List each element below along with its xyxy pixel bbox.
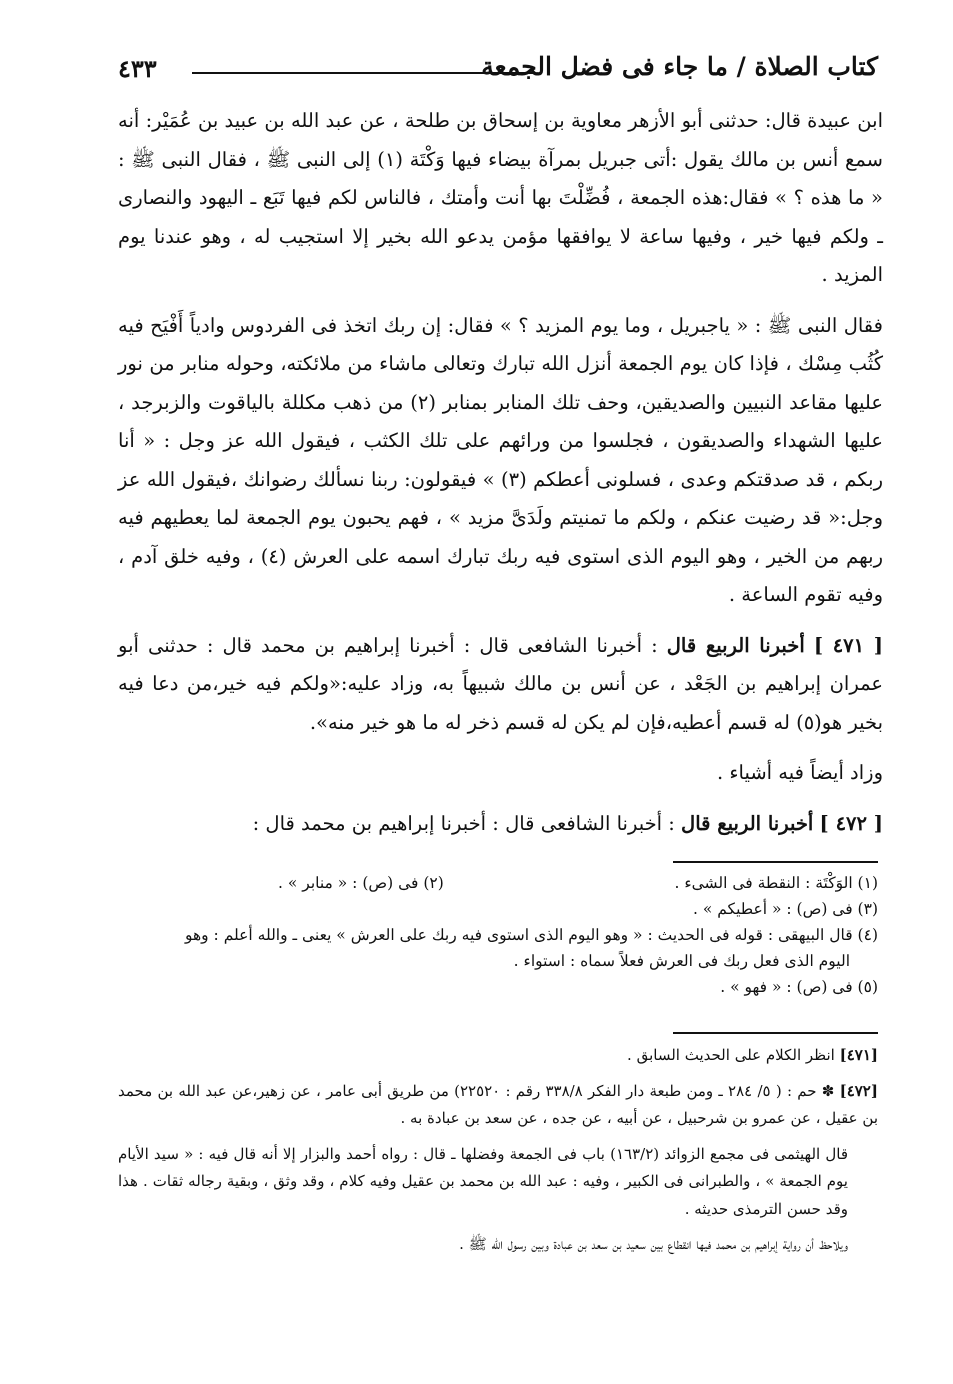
takhrij-471	[118, 1042, 878, 1070]
main-text	[118, 102, 883, 855]
takhrij-separator	[673, 1032, 878, 1034]
footnotes	[118, 870, 878, 1000]
paragraph-hadith-470-continued: ابن عبيدة قال: حدثنى أبو الأزهر معاوية بن إسحاق بن طلحة ، عن عبد الله بن عبيد بن عُمَيْر: أنه سمع أنس بن مالك يقول :أتى جبريل بمرآة بيضاء فيها وَكْتَة (١) إلى النبى ﷺ ، فقال النبى ﷺ : « ما هذه ؟ » فقال:هذه الجمعة ، فُضِّلْتَ بها أنت وأمتك ، فالناس لكم فيها تَبَع ـ اليهود والنصارى ـ ولكم فيها خير ، وفيها ساعة لا يوافقها مؤمن يدعو الله بخير إلا استجيب له ، وهو عندنا يوم المزيد .	[118, 109, 884, 286]
footnote-5: (٥) فى (ص) : « فهو » .	[720, 978, 878, 996]
hadith-intro-471: أخبرنا الربيع قال	[666, 633, 805, 657]
page-header	[118, 52, 878, 92]
takhrij-number-472: [٤٧٢]	[839, 1081, 878, 1100]
paragraph-addition: وزاد أيضاً فيه أشياء .	[716, 761, 883, 784]
takhrij-text-471: انظر الكلام على الحديث السابق .	[627, 1046, 835, 1064]
hadith-text-471: : أخبرنا الشافعى قال : أخبرنا إبراهيم بن محمد قال : حدثنى أبو عمران إبراهيم بن الجَعْد ، عن أنس بن مالك شبيهاً به، وزاد عليه:«ولكم فيه خير،من دعا فيه بخير هو(٥) له قسم أعطيه،فإن لم يكن له قسم ذخر له ما هو خير منه».	[118, 633, 883, 734]
paragraph-hadith-470-end: فقال النبى ﷺ : « ياجبريل ، وما يوم المزيد ؟ » فقال: إن ربك اتخذ فى الفردوس وادياً أَفْيَح فيه كُثُب مِسْك ، فإذا كان يوم الجمعة أنزل الله تبارك وتعالى ماشاء من ملائكته، وحوله منابر من نور عليها مقاعد النبيين والصديقين، وحف تلك المنابر بمنابر (٢) من ذهب مكللة بالياقوت والزبرجد ، عليها الشهداء والصديقون ، فجلسوا من ورائهم على تلك الكثب ، فيقول الله عز وجل : « أنا ربكم ، قد صدقتكم وعدى ، فسلونى أعطكم (٣) » فيقولون: ربنا نسألك رضوانك ،فيقول الله عز وجل:« قد رضيت عنكم ، ولكم ما تمنيتم ولَدَىَّ مزيد » ، فهم يحبون يوم الجمعة لما يعطيهم فيه ربهم من الخير ، وهو اليوم الذى استوى فيه ربك تبارك اسمه على العرش (٤) ، وفيه خلق آدم ، وفيه تقوم الساعة .	[118, 313, 883, 606]
footnote-row-1	[118, 870, 878, 896]
footnote-4: (٤) قال البيهقى : قوله فى الحديث : « وهو اليوم الذى استوى فيه ربك على العرش » يعنى ـ والله أعلم : وهو	[184, 926, 878, 944]
takhrij-notes	[118, 1042, 878, 1267]
hadith-text-472: : أخبرنا الشافعى قال : أخبرنا إبراهيم بن محمد قال :	[252, 811, 675, 835]
header-rule	[192, 72, 533, 74]
takhrij-text-472: ✽ حم : ( ٥/ ٢٨٤ ـ ومن طبعة دار الفكر ٣٣٨/٨ رقم : ٢٢٥٢٠) من طريق أبى عامر ، عن زهير،عن عبد الله بن محمد بن عقيل ، عن عمرو بن شرحبيل ، عن أبيه ، عن جده ، عن سعد بن عبادة به .	[118, 1081, 878, 1127]
paragraph-hadith-472	[118, 805, 883, 844]
takhrij-number-471: [٤٧١]	[839, 1046, 878, 1064]
takhrij-472	[118, 1078, 878, 1133]
footnote-2: (٢) فى (ص) : « منابر » .	[278, 874, 444, 892]
takhrij-haythami: قال الهيثمى فى مجمع الزوائد (١٦٣/٢) باب فى الجمعة وفضلها ـ قال : رواه أحمد والبزار إلا أنه قال فيه : « سيد الأيام يوم الجمعة » ، والطبرانى فى الكبير ، وفيه : عبد الله بن محمد بن عقيل وفيه كلام ، وقد وثق ، وبقية رجاله ثقات . هذا وقد حسن الترمذى حديثه .	[118, 1144, 849, 1218]
hadith-number-472: [ ٤٧٢ ]	[819, 811, 883, 835]
paragraph-hadith-471	[118, 627, 883, 743]
footnote-separator	[673, 861, 878, 863]
hadith-number-471: [ ٤٧١ ]	[813, 633, 883, 657]
takhrij-note: ويلاحظ أن رواية إبراهيم بن محمد فيها انقطاع بين سعيد بن سعد بن عبادة وبين رسول الله ﷺ .	[459, 1235, 848, 1253]
chapter-title: كتاب الصلاة / ما جاء فى فضل الجمعة	[481, 52, 878, 81]
hadith-intro-472: أخبرنا الربيع قال	[681, 811, 814, 835]
page-number: ٤٣٣	[118, 54, 157, 83]
footnote-3: (٣) فى (ص) : « أعطيكم » .	[692, 900, 878, 918]
footnote-1: (١) الوَكْتَة : النقطة فى الشىء .	[674, 874, 878, 892]
footnote-4-continued: اليوم الذى فعل ربك فى العرش فعلاً سماه : استواء .	[513, 952, 850, 970]
